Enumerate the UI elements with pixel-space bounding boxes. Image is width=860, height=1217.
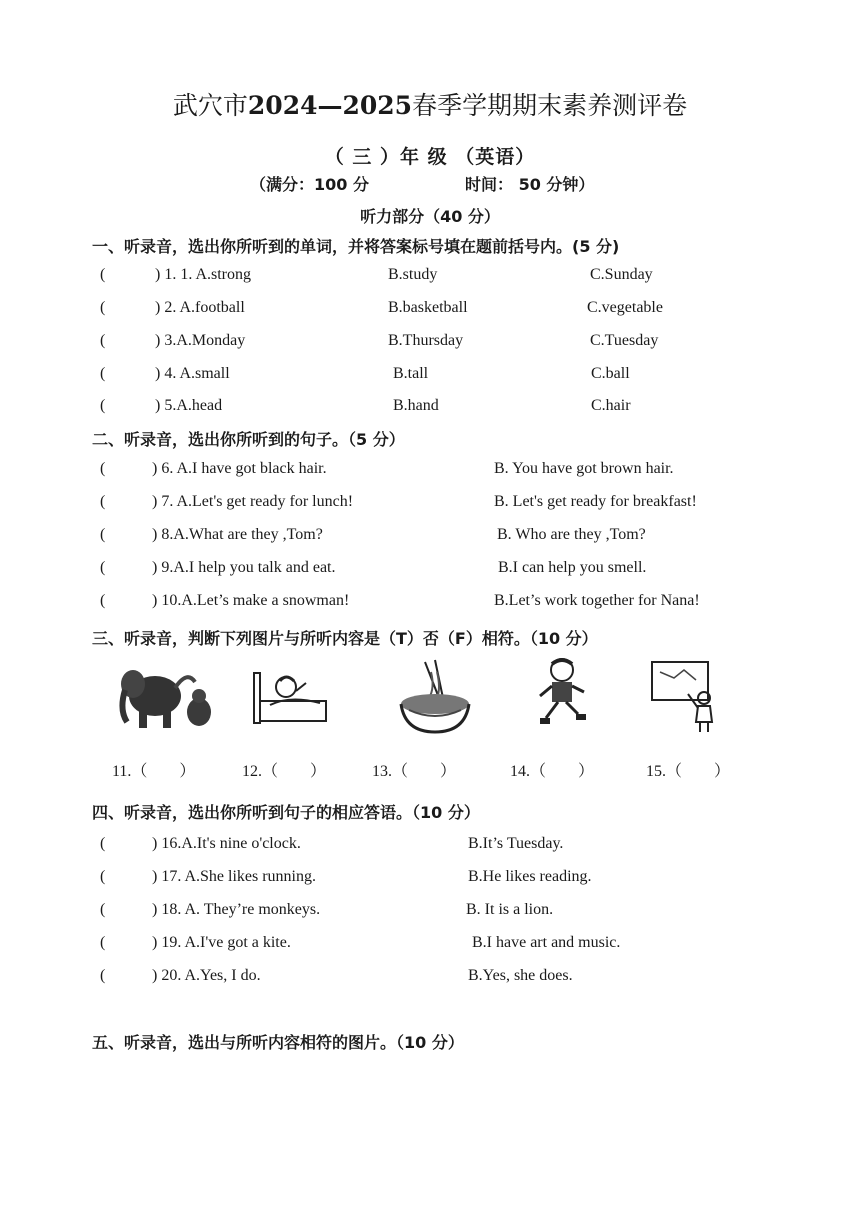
elephant-picture: [115, 660, 215, 732]
option-b: B.He likes reading.: [468, 868, 592, 885]
option-b: B.Let’s work together for Nana!: [494, 592, 700, 609]
page-title: [0, 86, 860, 122]
option-a: ) 7. A.Let's get ready for lunch!: [152, 493, 354, 510]
option-a: ) 9.A.I help you talk and eat.: [152, 559, 336, 576]
option-a: ) 10.A.Let’s make a snowman!: [152, 592, 350, 609]
option-a: ) 4. A.small: [155, 365, 230, 382]
answer-paren: (: [100, 835, 106, 852]
picture-answer-14: 14.（ ）: [510, 763, 595, 780]
option-a: ) 19. A.I've got a kite.: [152, 934, 291, 951]
option-a: ) 3.A.Monday: [155, 332, 246, 349]
answer-paren: (: [100, 526, 106, 543]
title-suffix: 春季学期期末素养测评卷: [412, 91, 688, 120]
option-a: ) 8.A.What are they ,Tom?: [152, 526, 323, 543]
answer-paren: (: [100, 592, 106, 609]
picture-answer-15: 15.（ ）: [646, 763, 731, 780]
section-5-heading: 五、听录音，选出与所听内容相符的图片。（10 分）: [92, 1033, 464, 1052]
picture-answer-11: 11.（ ）: [112, 763, 196, 780]
option-a: ) 5.A.head: [155, 397, 223, 414]
option-b: B.tall: [393, 365, 429, 382]
option-b: B. It is a lion.: [466, 901, 554, 918]
option-a: ) 16.A.It's nine o'clock.: [152, 835, 301, 852]
option-b: B.It’s Tuesday.: [468, 835, 564, 852]
picture-answer-12: 12.（ ）: [242, 763, 327, 780]
option-b: B.study: [388, 266, 438, 283]
answer-paren: (: [100, 493, 106, 510]
answer-paren: (: [100, 967, 106, 984]
answer-paren: (: [100, 868, 106, 885]
option-c: C.vegetable: [587, 299, 663, 316]
answer-paren: (: [100, 397, 106, 414]
option-a: ) 18. A. They’re monkeys.: [152, 901, 321, 918]
answer-paren: (: [100, 934, 106, 951]
title-prefix: 武穴市: [172, 91, 248, 120]
picture-answer-13: 13.（ ）: [372, 763, 457, 780]
answer-paren: (: [100, 299, 106, 316]
option-b: B.basketball: [388, 299, 468, 316]
option-a: ) 1. 1. A.strong: [155, 266, 251, 283]
section-2-heading: 二、听录音，选出你所听到的句子。（5 分）: [92, 430, 405, 449]
answer-paren: (: [100, 460, 106, 477]
answer-paren: (: [100, 901, 106, 918]
grade-line: （ 三 ）年 级 （英语）: [324, 146, 536, 168]
option-c: C.Tuesday: [590, 332, 659, 349]
option-a: ) 2. A.football: [155, 299, 245, 316]
option-a: ) 6. A.I have got black hair.: [152, 460, 327, 477]
title-years: 2024—2025: [247, 91, 413, 120]
section-3-heading: 三、听录音，判断下列图片与所听内容是（T）否（F）相符。（10 分）: [92, 629, 598, 648]
option-b: B.Thursday: [388, 332, 464, 349]
option-b: B. You have got brown hair.: [494, 460, 674, 477]
option-c: C.hair: [591, 397, 631, 414]
teacher-at-board-picture: [650, 658, 720, 734]
section-4-heading: 四、听录音，选出你所听到句子的相应答语。（10 分）: [92, 803, 480, 822]
answer-paren: (: [100, 365, 106, 382]
option-b: B.I can help you smell.: [498, 559, 647, 576]
answer-paren: (: [100, 332, 106, 349]
option-b: B. Who are they ,Tom?: [497, 526, 646, 543]
option-c: C.ball: [591, 365, 630, 382]
section-1-heading: 一、听录音，选出你所听到的单词，并将答案标号填在题前括号内。(5 分): [92, 237, 620, 256]
child-in-bed-picture: [250, 665, 330, 727]
option-c: C.Sunday: [590, 266, 653, 283]
listening-part-heading: 听力部分（40 分）: [360, 207, 500, 226]
option-b: B.Yes, she does.: [468, 967, 573, 984]
option-b: B.I have art and music.: [472, 934, 621, 951]
answer-paren: (: [100, 559, 106, 576]
running-boy-picture: [532, 656, 592, 734]
exam-time: 时间： 50 分钟）: [465, 175, 595, 194]
option-b: B.hand: [393, 397, 439, 414]
option-a: ) 20. A.Yes, I do.: [152, 967, 261, 984]
option-a: ) 17. A.She likes running.: [152, 868, 316, 885]
answer-paren: (: [100, 266, 106, 283]
noodle-bowl-picture: [395, 658, 475, 738]
option-b: B. Let's get ready for breakfast!: [494, 493, 697, 510]
full-score: （满分：100 分: [250, 175, 369, 194]
